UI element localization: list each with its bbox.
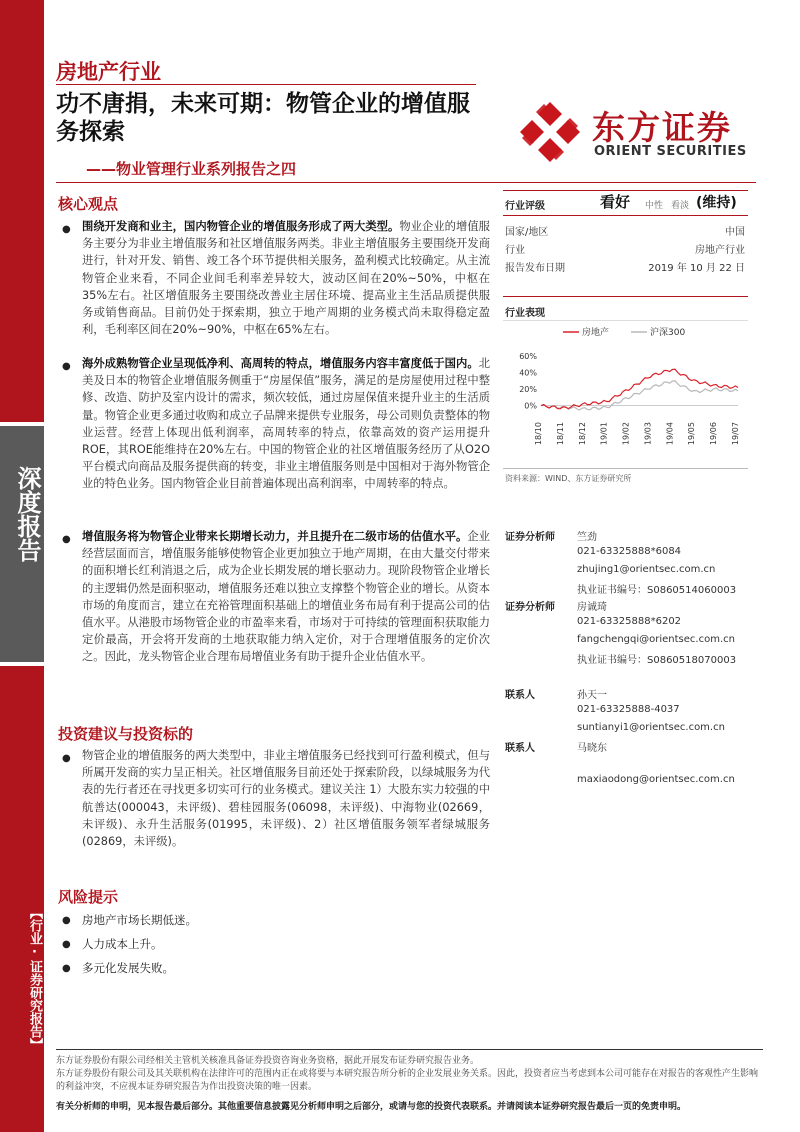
- contact-email[interactable]: suntianyi1@orientsec.com.cn: [577, 722, 725, 733]
- item-lead: 海外成熟物管企业呈现低净利、高周转的特点，增值服务内容丰富度低于国内。: [82, 357, 479, 370]
- contact-name: 孙天一: [577, 690, 607, 701]
- header-divider: [56, 84, 476, 85]
- rating-bottom-divider: [503, 215, 748, 216]
- legend-label: 沪深300: [650, 328, 686, 338]
- info-key: 报告发布日期: [505, 263, 565, 274]
- analyst-cert: 执业证书编号：S0860518070003: [577, 655, 737, 666]
- x-tick-label: 19/01: [599, 422, 609, 446]
- risk-item: 人力成本上升。: [82, 937, 163, 951]
- item-lead: 增值服务将为物管企业带来长期增长动力，并且提升在二级市场的估值水平。: [82, 530, 468, 543]
- analyst-phone: 021-63325888*6084: [577, 546, 682, 557]
- risk-heading: 风险提示: [58, 888, 119, 906]
- core-view-heading: 核心观点: [58, 195, 119, 213]
- title-divider: [56, 182, 756, 183]
- report-type-label: 深度报告: [13, 466, 41, 562]
- bullet-icon: ●: [62, 534, 71, 545]
- core-view-item-2: [82, 355, 490, 493]
- sidebar-red-band-bottom: [0, 666, 44, 1132]
- analyst-cert: 执业证书编号：S0860514060003: [577, 585, 737, 596]
- y-tick-label: 20%: [519, 385, 537, 395]
- x-tick-label: 19/07: [731, 422, 740, 446]
- performance-heading: 行业表现: [505, 308, 545, 319]
- logo-chinese-name: 东方证券: [592, 108, 732, 147]
- rating-neutral: 中性: [645, 201, 664, 211]
- bullet-icon: ●: [62, 915, 71, 926]
- report-category-tag: 【行业·证券研究报告】: [27, 906, 42, 1051]
- report-type-badge: [0, 426, 44, 662]
- investment-body: 物管企业的增值服务的两大类型中，非业主增值服务已经找到可行盈利模式，但与所属开发商的实力呈正相关。社区增值服务目前还处于探索阶段，以绿城服务为代表的先行者还在寻找更多切实可行的业务模式。建议关注 1）大股东实力较强的中航善达(000043，未评级)、碧桂园服务(06098，未评级)、中海物业(02669，未评级)、永升生活服务(01995，未评级)、2）社区增值服务领军者绿城服务(02869，未评级)。: [82, 749, 490, 849]
- performance-top-divider: [503, 296, 748, 297]
- x-tick-label: 19/04: [665, 422, 675, 446]
- footer-line-2: 东方证券股份有限公司及其关联机构在法律许可的范围内正在或将要与本研究报告所分析的企业发展业务关系。因此，投资者应当考虑到本公司可能存在对报告的客观性产生影响的利益冲突，不应视本证券研究报告为作出投资决策的唯一因素。: [56, 1069, 759, 1092]
- analyst-role: 证券分析师: [505, 532, 555, 543]
- legend-label: 房地产: [582, 328, 610, 338]
- info-value: 房地产行业: [695, 245, 745, 256]
- core-view-item-3: [82, 528, 490, 666]
- footer-line-3: 有关分析师的申明，见本报告最后部分。其他重要信息披露见分析师申明之后部分，或请与您的投资代表联系。并请阅读本证券研究报告最后一页的免责申明。: [56, 1102, 687, 1112]
- item-body: 企业经营层面而言，增值服务能够使物管企业更加独立于地产周期，在由大量交付带来的面积增长红利消退之后，成为企业长期发展的增长驱动力。现阶段物管企业增长的主逻辑仍然是面积驱动，增值服务还难以独立支撑整个物管企业的增长。从资本市场的角度而言，建立在充裕管理面积基础上的增值业务布局有利于提高公司的估值水平。从港股市场物管企业的市盈率来看，市场对于可持续的管理面积获取能力定价最高，开会将开发商的土地获取能力纳入定价，对于合理增值服务的定价次之。因此，龙头物管企业合理布局增值业务有助于提升企业估值水平。: [82, 530, 490, 664]
- analyst-email[interactable]: zhujing1@orientsec.com.cn: [577, 564, 716, 575]
- industry-label: 房地产行业: [56, 60, 161, 84]
- analyst-role: 证券分析师: [505, 602, 555, 613]
- analyst-email[interactable]: fangchengqi@orientsec.com.cn: [577, 634, 735, 645]
- risk-item: 房地产市场长期低迷。: [82, 913, 197, 927]
- x-tick-label: 19/03: [643, 422, 653, 446]
- y-tick-label: 0%: [524, 401, 537, 411]
- bullet-icon: ●: [62, 939, 71, 950]
- investment-heading: 投资建议与投资标的: [58, 725, 194, 743]
- x-tick-label: 19/05: [687, 422, 697, 446]
- chart-source-divider: [503, 468, 748, 469]
- left-sidebar: [0, 0, 44, 1132]
- x-tick-label: 18/12: [577, 422, 587, 446]
- bullet-icon: ●: [62, 361, 71, 372]
- bullet-icon: ●: [62, 963, 71, 974]
- y-tick-label: 60%: [519, 352, 537, 362]
- series-line-房地产: [541, 369, 738, 409]
- item-body: 物业企业的增值服务主要分为非业主增值服务和社区增值服务两类。非业主增值服务主要围绕开发商进行，针对开发、销售、竣工各个环节提供相关服务，盈利模式比较确定。从主流物管企业来看，不同企业间毛利率差异较大，波动区间在20%~50%，中枢在35%左右。社区增值服务主要围绕改善业主居住环境、提高业主生活品质提供服务或销售商品。目前仍处于探索期，独立于地产周期的业务模式尚未取得稳定盈利，毛利率区间在20%~90%，中枢在65%左右。: [82, 220, 490, 337]
- item-body: 北美及日本的物管企业增值服务侧重于“房屋保值”服务，满足的是房屋使用过程中整修、改造、防护及室内设计的需求，频次较低，通过房屋保值来提升业主的生活质量。物管企业更多通过收购和成立子品牌来提供专业服务，母公司则负责整体的物业运营。经营上体现出低利润率，高周转率的特点，依靠高效的资产运用提升ROE，其ROE能维持在20%左右。中国的物管企业的社区增值服务经历了从O2O平台模式向商品及服务提供商的转变，非业主增值服务则是中国相对于海外物管企业的特色业务。国内物管企业目前普遍体现出高利润率，中周转率的特点。: [82, 357, 490, 491]
- contact-phone: 021-63325888-4037: [577, 704, 680, 715]
- analyst-name: 房诚琦: [577, 602, 607, 613]
- contact-role: 联系人: [505, 690, 535, 701]
- info-key: 行业: [505, 245, 525, 256]
- company-logo: [518, 100, 748, 172]
- item-lead: 围绕开发商和业主，国内物管企业的增值服务形成了两大类型。: [82, 220, 400, 233]
- orient-logo-icon: [518, 100, 582, 164]
- performance-sub-divider: [503, 320, 748, 321]
- x-tick-label: 18/10: [534, 422, 543, 446]
- report-subtitle: ——物业管理行业系列报告之四: [86, 160, 297, 178]
- analyst-phone: 021-63325888*6202: [577, 616, 682, 627]
- core-view-item-1: [82, 218, 490, 338]
- rating-negative: 看淡: [671, 201, 690, 211]
- x-tick-label: 19/06: [709, 422, 719, 446]
- info-key: 国家/地区: [505, 227, 549, 238]
- chart-source: 资料来源：WIND、东方证券研究所: [505, 474, 632, 483]
- bullet-icon: ●: [62, 753, 71, 764]
- analyst-name: 竺劲: [577, 532, 597, 543]
- rating-main: 看好: [600, 193, 631, 211]
- performance-line-chart: [503, 322, 748, 462]
- y-tick-label: 40%: [519, 368, 537, 378]
- rating-status: (维持): [696, 195, 737, 211]
- info-value: 中国: [725, 227, 745, 238]
- contact-role: 联系人: [505, 743, 535, 754]
- footer-line-1: 东方证券股份有限公司经相关主管机关核准具备证券投资咨询业务资格，据此开展发布证券研究报告业务。: [56, 1056, 480, 1066]
- report-title: 功不唐捐，未来可期：物管企业的增值服务探索: [56, 91, 470, 145]
- rating-label: 行业评级: [505, 201, 545, 212]
- x-tick-label: 18/11: [555, 422, 565, 446]
- info-value: 2019 年 10 月 22 日: [648, 263, 745, 274]
- footer-divider: [56, 1049, 763, 1050]
- contact-email[interactable]: maxiaodong@orientsec.com.cn: [577, 774, 735, 785]
- x-tick-label: 19/02: [621, 422, 631, 446]
- sidebar-red-band-top: [0, 0, 44, 422]
- bullet-icon: ●: [62, 224, 71, 235]
- logo-english-name: ORIENT SECURITIES: [594, 144, 747, 159]
- contact-name: 马晓东: [577, 743, 607, 754]
- risk-item: 多元化发展失败。: [82, 961, 174, 975]
